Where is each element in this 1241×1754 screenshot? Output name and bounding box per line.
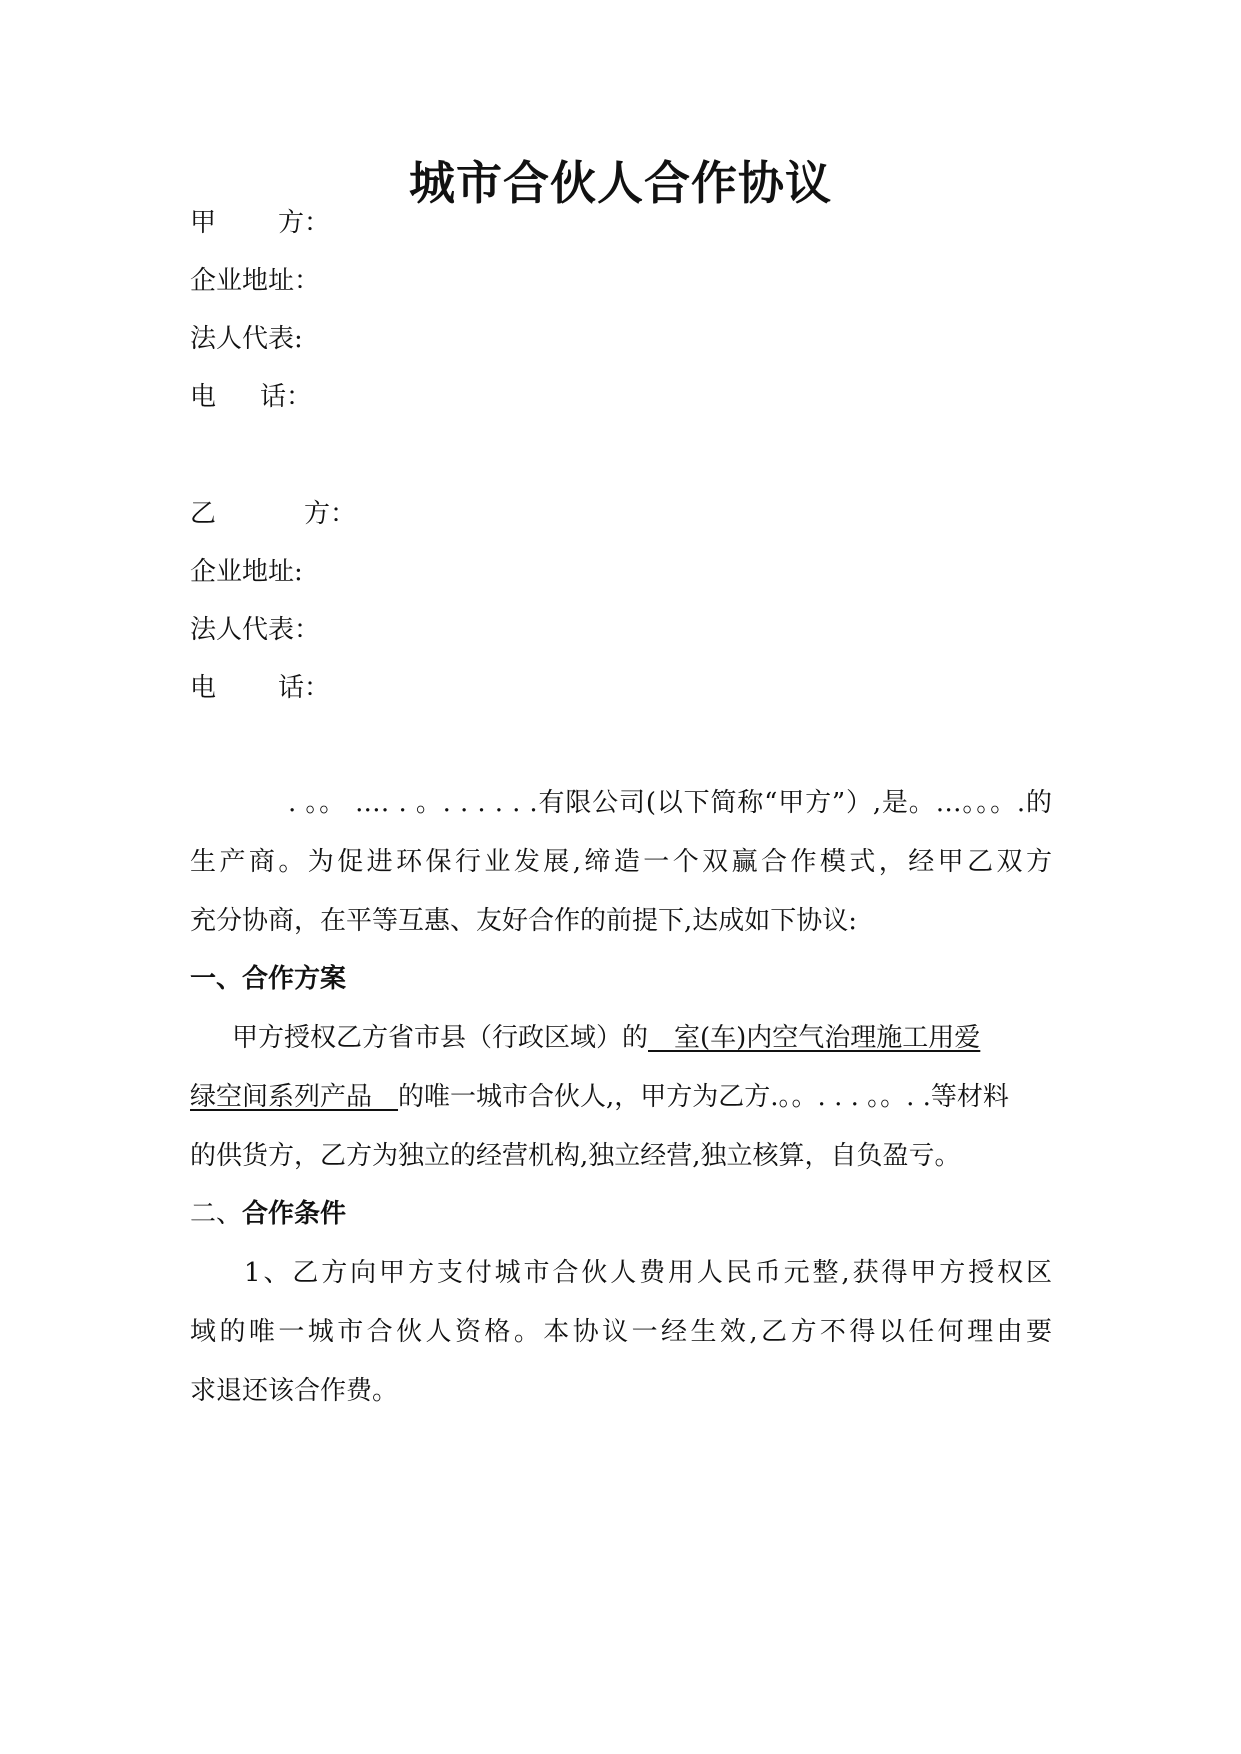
section-1-heading: 一、合作方案 xyxy=(190,964,347,994)
intro-line-2: 生产商。为促进环保行业发展,缔造一个双赢合作模式，经甲乙双方 xyxy=(190,847,1052,877)
party-b-address-label: 企业地址: xyxy=(190,557,303,587)
party-a-legal-rep-label: 法人代表: xyxy=(190,324,303,354)
section-2-heading: 二、合作条件 xyxy=(190,1199,347,1229)
party-a-address-label: 企业地址： xyxy=(190,266,321,296)
section-1-line-2: 绿空间系列产品 的唯一城市合伙人,，甲方为乙方.。。. . . 。。. .等材料 xyxy=(190,1082,1009,1112)
section-2-item-1-line-1: 1、乙方向甲方支付城市合伙人费用人民币元整,获得甲方授权区 xyxy=(244,1258,1052,1288)
intro-line-3: 充分协商，在平等互惠、友好合作的前提下,达成如下协议: xyxy=(190,906,858,936)
party-a-phone-label: 电 话： xyxy=(190,382,313,412)
section-1-line-1: 甲方授权乙方省市县（行政区域）的 室(车)内空气治理施工用爱 xyxy=(232,1023,981,1053)
section-1-line-3: 的供货方，乙方为独立的经营机构,独立经营,独立核算，自负盈亏。 xyxy=(190,1141,961,1171)
document-title: 城市合伙人合作协议 xyxy=(409,156,832,210)
section-2-item-1-line-3: 求退还该合作费。 xyxy=(190,1376,399,1406)
intro-line-1: . 。。 .… . 。. . . . . .有限公司(以下简称“甲方”）,是。…。。。.的 xyxy=(288,788,1052,818)
authorized-product-underlined-cont: 绿空间系列产品 xyxy=(190,1082,399,1112)
authorized-product-underlined: 室(车)内空气治理施工用爱 xyxy=(648,1023,981,1053)
party-a-name-label: 甲 方： xyxy=(190,208,331,238)
party-b-legal-rep-label: 法人代表： xyxy=(190,615,321,645)
party-b-phone-label: 电 话： xyxy=(190,673,331,703)
party-b-name-label: 乙 方： xyxy=(190,499,357,529)
section-2-item-1-line-2: 域的唯一城市合伙人资格。本协议一经生效,乙方不得以任何理由要 xyxy=(190,1317,1052,1347)
